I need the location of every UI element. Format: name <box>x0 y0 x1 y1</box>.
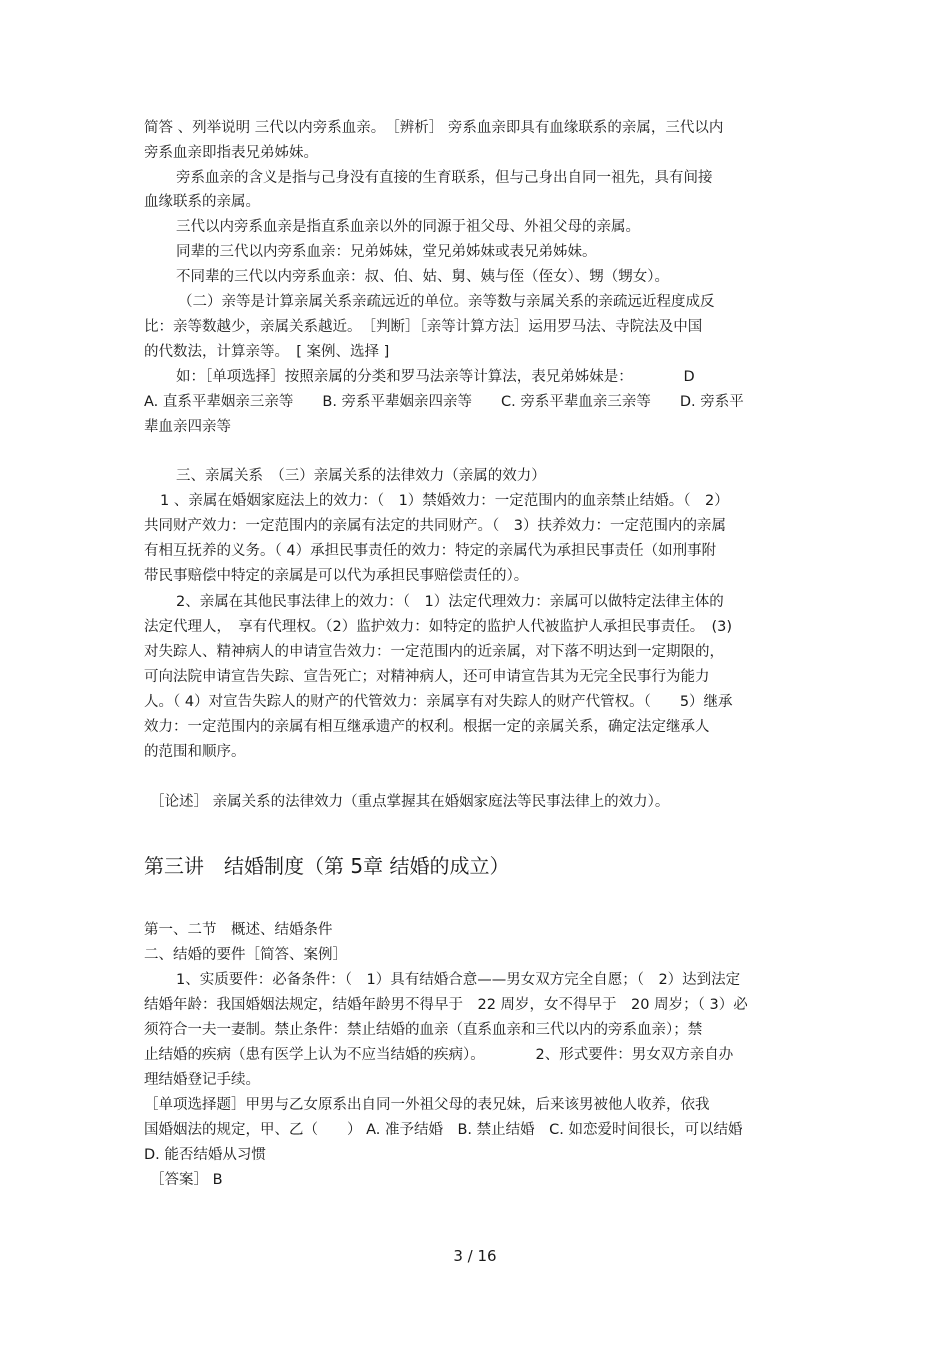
question-line: ［单项选择题］甲男与乙女原系出自同一外祖父母的表兄妹，后来该男被他人收养，依我 <box>144 1097 710 1113</box>
text-line: 共同财产效力：一定范围内的亲属有法定的共同财产。（ 3）扶养效力：一定范围内的亲属 <box>144 518 726 534</box>
page-number: 3 / 16 <box>453 1247 497 1265</box>
text-line: 的范围和顺序。 <box>144 744 246 760</box>
essay-prompt: ［论述］ 亲属关系的法律效力（重点掌握其在婚姻家庭法等民事法律上的效力）。 <box>150 794 670 810</box>
text-line: 对失踪人、精神病人的申请宣告效力：一定范围内的近亲属，对下落不明达到一定期限的， <box>144 644 724 660</box>
section-heading: 二、结婚的要件［简答、案例］ <box>144 947 347 963</box>
text-line: 法定代理人， 享有代理权。（2）监护效力：如特定的监护人代被监护人承担民事责任。 (3) <box>144 619 733 635</box>
text-line: 1、实质要件：必备条件：（ 1）具有结婚合意——男女双方完全自愿；（ 2）达到法定 <box>176 972 741 988</box>
text-line: 三代以内旁系血亲是指直系血亲以外的同源于祖父母、外祖父母的亲属。 <box>176 219 640 235</box>
text-line: 可向法院申请宣告失踪、宣告死亡；对精神病人，还可申请宣告其为无完全民事行为能力 <box>144 669 710 685</box>
section-heading: 三、亲属关系 （三）亲属关系的法律效力（亲属的效力） <box>176 468 546 484</box>
answer-line: ［答案］ B <box>150 1172 223 1188</box>
question-line: 如：［单项选择］按照亲属的分类和罗马法亲等计算法，表兄弟姊妹是： D <box>176 369 695 385</box>
text-line: 血缘联系的亲属。 <box>144 194 260 210</box>
text-line: 有相互抚养的义务。（ 4）承担民事责任的效力：特定的亲属代为承担民事责任（如刑事附 <box>144 543 717 559</box>
text-line: （二）亲等是计算亲属关系亲疏远近的单位。亲等数与亲属关系的亲疏远近程度成反 <box>178 294 715 310</box>
question-line: D. 能否结婚从习惯 <box>144 1147 266 1163</box>
text-line: 2、亲属在其他民事法律上的效力：（ 1）法定代理效力：亲属可以做特定法律主体的 <box>176 594 724 610</box>
text-line: 简答 、列举说明 三代以内旁系血亲。 ［辨析］ 旁系血亲即具有血缘联系的亲属，三代以内 <box>144 120 724 136</box>
text-line: 旁系血亲即指表兄弟姊妹。 <box>144 145 318 161</box>
text-line: 效力：一定范围内的亲属有相互继承遗产的权利。根据一定的亲属关系，确定法定继承人 <box>144 719 710 735</box>
text-line: 同辈的三代以内旁系血亲：兄弟姊妹，堂兄弟姊妹或表兄弟姊妹。 <box>176 244 597 260</box>
text-line: 理结婚登记手续。 <box>144 1072 260 1088</box>
lecture-heading: 第三讲 结婚制度（第 5章 结婚的成立） <box>144 854 510 878</box>
section-heading: 第一、二节 概述、结婚条件 <box>144 922 333 938</box>
text-line: 带民事赔偿中特定的亲属是可以代为承担民事赔偿责任的）。 <box>144 568 529 584</box>
text-line: 的代数法，计算亲等。 [ 案例、选择 ] <box>144 344 390 360</box>
text-line: 不同辈的三代以内旁系血亲：叔、伯、姑、舅、姨与侄（侄女）、甥（甥女）。 <box>176 269 669 285</box>
text-line: 结婚年龄：我国婚姻法规定，结婚年龄男不得早于 22 周岁，女不得早于 20 周岁；（ 3）必 <box>144 997 748 1013</box>
text-line: 须符合一夫一妻制。禁止条件：禁止结婚的血亲（直系血亲和三代以内的旁系血亲）；禁 <box>144 1022 703 1038</box>
text-line: 人。（ 4）对宣告失踪人的财产的代管效力：亲属享有对失踪人的财产代管权。（ 5）继承 <box>144 694 733 710</box>
question-line: 国婚姻法的规定，甲、乙（ ） A. 准予结婚 B. 禁止结婚 C. 如恋爱时间很长，可以结婚 <box>144 1122 743 1138</box>
text-line: 1 、亲属在婚姻家庭法上的效力：（ 1）禁婚效力：一定范围内的血亲禁止结婚。（ 2） <box>160 493 729 509</box>
text-line: 旁系血亲的含义是指与己身没有直接的生育联系，但与己身出自同一祖先，具有间接 <box>176 170 713 186</box>
answer-options: A. 直系平辈姻亲三亲等 B. 旁系平辈姻亲四亲等 C. 旁系平辈血亲三亲等 D. 旁系平 <box>144 394 744 410</box>
text-line: 比：亲等数越少，亲属关系越近。 ［判断］［亲等计算方法］运用罗马法、寺院法及中国 <box>144 319 703 335</box>
text-line: 辈血亲四亲等 <box>144 419 231 435</box>
text-line: 止结婚的疾病（患有医学上认为不应当结婚的疾病）。 2、形式要件：男女双方亲自办 <box>144 1047 734 1063</box>
